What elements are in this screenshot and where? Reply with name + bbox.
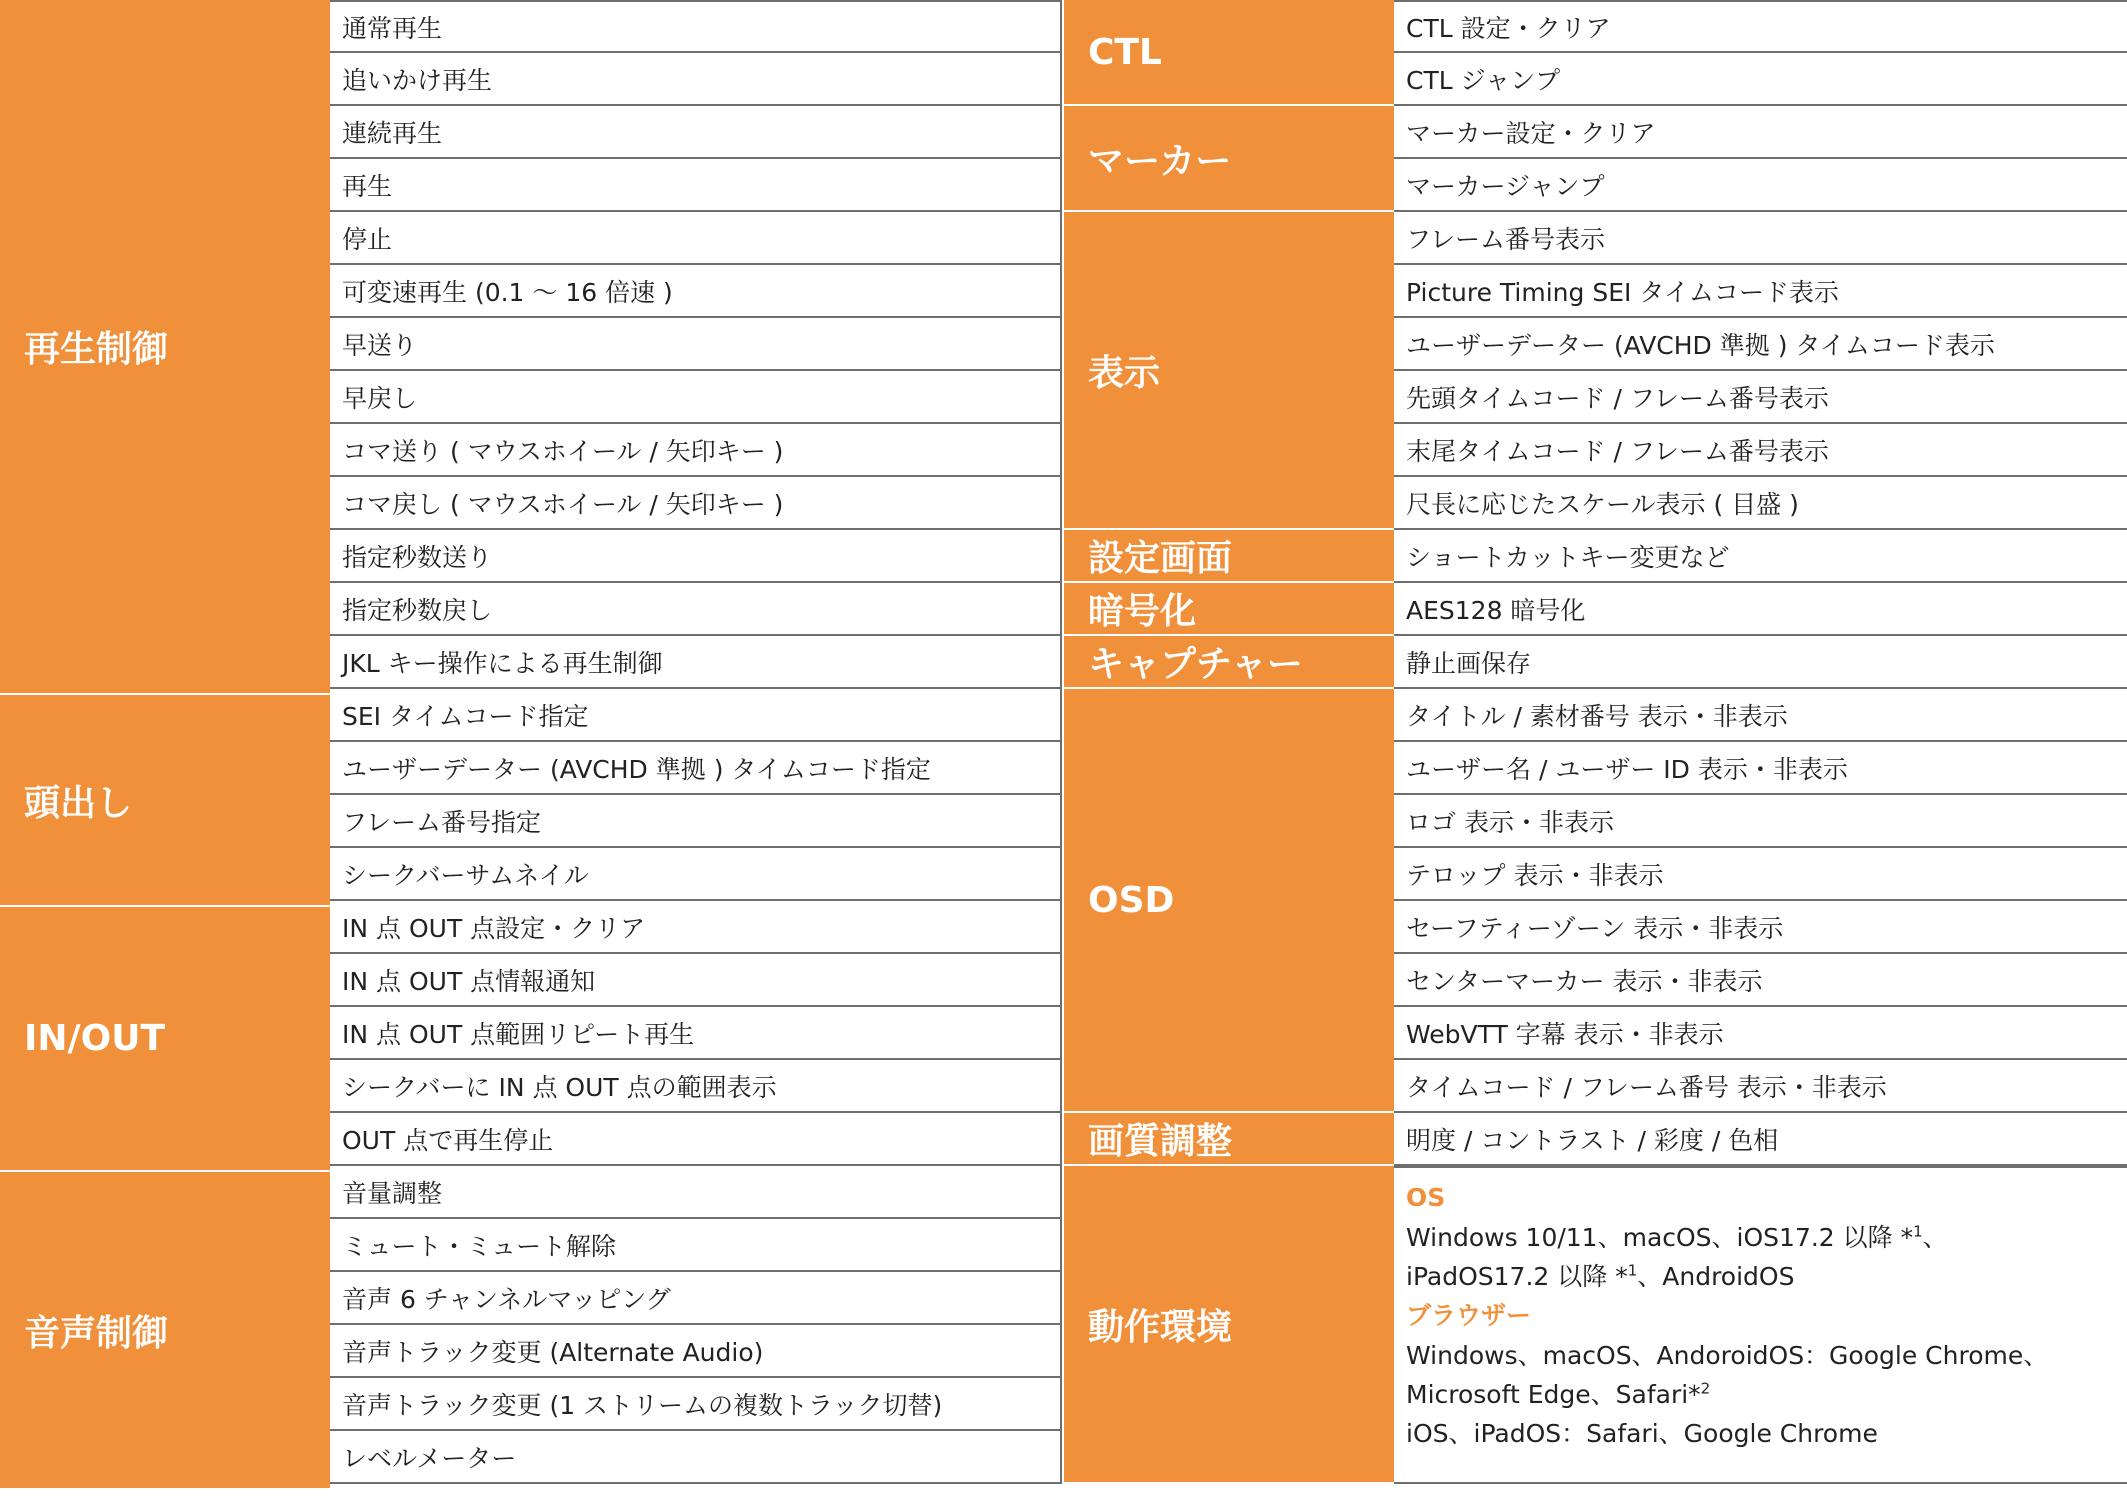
- feature-row: コマ送り ( マウスホイール / 矢印キー ): [330, 424, 1060, 477]
- feature-row: テロップ 表示・非表示: [1394, 848, 2127, 901]
- feature-row: コマ戻し ( マウスホイール / 矢印キー ): [330, 477, 1060, 530]
- os-heading: OS: [1406, 1183, 1446, 1212]
- feature-row: ショートカットキー変更など: [1394, 530, 2127, 583]
- feature-row: セーフティーゾーン 表示・非表示: [1394, 901, 2127, 954]
- feature-row: 早戻し: [330, 371, 1060, 424]
- os-line-2: [1406, 1257, 2115, 1296]
- os-line-1: [1406, 1218, 2115, 1257]
- feature-row: シークバーに IN 点 OUT 点の範囲表示: [330, 1060, 1060, 1113]
- feature-row: 連続再生: [330, 106, 1060, 159]
- browser-line-1: Windows、macOS、AndoroidOS：Google Chrome、: [1406, 1341, 2049, 1370]
- category-audio-control: 音声制御: [0, 1172, 330, 1490]
- feature-row: IN 点 OUT 点設定・クリア: [330, 901, 1060, 954]
- feature-row: SEI タイムコード指定: [330, 689, 1060, 742]
- footnote-mark: 1: [1913, 1222, 1923, 1241]
- feature-row: IN 点 OUT 点範囲リピート再生: [330, 1007, 1060, 1060]
- category-display: 表示: [1064, 212, 1394, 530]
- feature-row: 音声 6 チャンネルマッピング: [330, 1272, 1060, 1325]
- footnote-mark: 2: [1700, 1379, 1711, 1398]
- feature-row: 明度 / コントラスト / 彩度 / 色相: [1394, 1113, 2127, 1166]
- feature-row: 指定秒数戻し: [330, 583, 1060, 636]
- feature-row: タイトル / 素材番号 表示・非表示: [1394, 689, 2127, 742]
- feature-row: ユーザーデーター (AVCHD 準拠 ) タイムコード表示: [1394, 318, 2127, 371]
- feature-row: CTL ジャンプ: [1394, 53, 2127, 106]
- feature-row: センターマーカー 表示・非表示: [1394, 954, 2127, 1007]
- feature-row: タイムコード / フレーム番号 表示・非表示: [1394, 1060, 2127, 1113]
- feature-row: JKL キー操作による再生制御: [330, 636, 1060, 689]
- os-line-1-tail: 、: [1922, 1223, 1948, 1252]
- category-encryption: 暗号化: [1064, 583, 1394, 636]
- category-settings-screen: 設定画面: [1064, 530, 1394, 583]
- feature-row: IN 点 OUT 点情報通知: [330, 954, 1060, 1007]
- category-marker: マーカー: [1064, 106, 1394, 212]
- feature-row: AES128 暗号化: [1394, 583, 2127, 636]
- footnote-mark: 1: [1627, 1261, 1638, 1280]
- feature-row: ユーザーデーター (AVCHD 準拠 ) タイムコード指定: [330, 742, 1060, 795]
- right-category-column: [1064, 0, 1394, 1484]
- left-category-column: [0, 0, 330, 1490]
- right-feature-column: [1394, 0, 2127, 1484]
- feature-row: 停止: [330, 212, 1060, 265]
- feature-row: 静止画保存: [1394, 636, 2127, 689]
- category-playback-control: 再生制御: [0, 0, 330, 695]
- os-line-2-text: iPadOS17.2 以降 *: [1406, 1262, 1628, 1291]
- feature-row: 音声トラック変更 (Alternate Audio): [330, 1325, 1060, 1378]
- feature-row: 可変速再生 (0.1 〜 16 倍速 ): [330, 265, 1060, 318]
- feature-row: マーカー設定・クリア: [1394, 106, 2127, 159]
- feature-row: 音声トラック変更 (1 ストリームの複数トラック切替): [330, 1378, 1060, 1431]
- feature-row: 尺長に応じたスケール表示 ( 目盛 ): [1394, 477, 2127, 530]
- category-cueing: 頭出し: [0, 695, 330, 907]
- feature-row: 末尾タイムコード / フレーム番号表示: [1394, 424, 2127, 477]
- feature-row: 指定秒数送り: [330, 530, 1060, 583]
- feature-row: CTL 設定・クリア: [1394, 0, 2127, 53]
- feature-row: 先頭タイムコード / フレーム番号表示: [1394, 371, 2127, 424]
- feature-row: 音量調整: [330, 1166, 1060, 1219]
- feature-row: ミュート・ミュート解除: [330, 1219, 1060, 1272]
- browser-line-2: [1406, 1375, 2115, 1414]
- feature-row: シークバーサムネイル: [330, 848, 1060, 901]
- category-osd: OSD: [1064, 689, 1394, 1113]
- os-line-1-text: Windows 10/11、macOS、iOS17.2 以降 *: [1406, 1223, 1914, 1252]
- category-in-out: IN/OUT: [0, 907, 330, 1172]
- feature-row: 追いかけ再生: [330, 53, 1060, 106]
- browser-line-2-text: Microsoft Edge、Safari*: [1406, 1380, 1701, 1409]
- feature-row: ロゴ 表示・非表示: [1394, 795, 2127, 848]
- feature-row: 早送り: [330, 318, 1060, 371]
- environment-cell: [1394, 1166, 2127, 1484]
- feature-row: フレーム番号表示: [1394, 212, 2127, 265]
- feature-row: 通常再生: [330, 0, 1060, 53]
- feature-row: WebVTT 字幕 表示・非表示: [1394, 1007, 2127, 1060]
- feature-row: レベルメーター: [330, 1431, 1060, 1484]
- feature-row: Picture Timing SEI タイムコード表示: [1394, 265, 2127, 318]
- category-environment: 動作環境: [1064, 1166, 1394, 1484]
- feature-row: OUT 点で再生停止: [330, 1113, 1060, 1166]
- feature-row: 再生: [330, 159, 1060, 212]
- category-ctl: CTL: [1064, 0, 1394, 106]
- feature-row: フレーム番号指定: [330, 795, 1060, 848]
- os-line-2-tail: 、AndroidOS: [1637, 1262, 1795, 1291]
- feature-row: ユーザー名 / ユーザー ID 表示・非表示: [1394, 742, 2127, 795]
- left-feature-column: [330, 0, 1062, 1484]
- browser-heading: ブラウザー: [1406, 1301, 1532, 1330]
- feature-row: マーカージャンプ: [1394, 159, 2127, 212]
- browser-line-3: iOS、iPadOS：Safari、Google Chrome: [1406, 1419, 1878, 1448]
- category-capture: キャプチャー: [1064, 636, 1394, 689]
- category-image-quality: 画質調整: [1064, 1113, 1394, 1166]
